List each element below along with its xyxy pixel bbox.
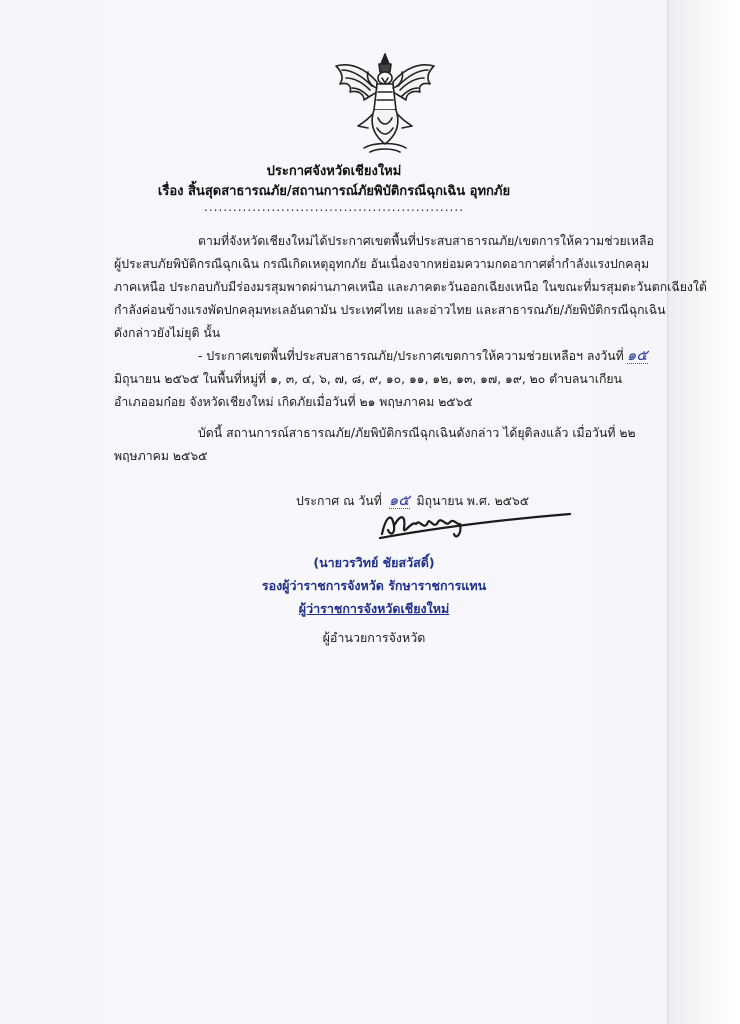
- announce-prefix: ประกาศ ณ วันที่: [296, 494, 382, 508]
- signer-acting-for: ผู้ว่าราชการจังหวัดเชียงใหม่: [298, 601, 450, 616]
- signer-position: รองผู้ว่าราชการจังหวัด รักษาราชการแทน: [261, 578, 487, 593]
- paragraph3-line2: พฤษภาคม ๒๕๖๕: [114, 449, 208, 463]
- paragraph1-line2: ผู้ประสบภัยพิบัติกรณีฉุกเฉิน กรณีเกิดเหตุอุทกภัย อันเนื่องจากหย่อมความกดอากาศต่ำกำลังแรงปกคลุม: [114, 257, 650, 271]
- handwritten-signature-icon: [376, 506, 576, 546]
- bullet-line3: อำเภออมก๋อย จังหวัดเชียงใหม่ เกิดภัยเมื่อวันที่ ๒๑ พฤษภาคม ๒๕๖๕: [114, 395, 473, 409]
- bullet-text: - ประกาศเขตพื้นที่ประสบสาธารณภัย/ประกาศเขตการให้ความช่วยเหลือฯ ลงวันที่: [198, 349, 624, 363]
- signer-role: ผู้อำนวยการจังหวัด: [322, 630, 426, 645]
- announce-day-handwritten: ๑๕: [388, 491, 410, 509]
- signer-name: (นายวรวิทย์ ชัยสวัสดิ์): [313, 555, 435, 570]
- garuda-emblem-icon: [330, 48, 440, 158]
- paragraph3-line1: บัดนี้ สถานการณ์สาธารณภัย/ภัยพิบัติกรณีฉุกเฉินดังกล่าว ได้ยุติลงแล้ว เมื่อวันที่ ๒๒: [198, 426, 636, 440]
- paragraph1-line5: ดังกล่าวยังไม่ยุติ นั้น: [114, 326, 221, 340]
- document-subject: เรื่อง สิ้นสุดสาธารณภัย/สถานการณ์ภัยพิบัติกรณีฉุกเฉิน อุทกภัย: [157, 184, 511, 199]
- title-separator: ......................................................: [204, 200, 464, 214]
- bullet-day-handwritten: ๑๕: [626, 346, 648, 364]
- document-title: ประกาศจังหวัดเชียงใหม่: [266, 164, 402, 179]
- page-edge: [667, 0, 740, 1024]
- paragraph1-line1: ตามที่จังหวัดเชียงใหม่ได้ประกาศเขตพื้นที่ประสบสาธารณภัย/เขตการให้ความช่วยเหลือ: [198, 234, 654, 248]
- bullet-line1: [198, 345, 651, 368]
- paragraph1-line4: กำลังค่อนข้างแรงพัดปกคลุมทะเลอันดามัน ประเทศไทย และอ่าวไทย และสาธารณภัย/ภัยพิบัติกรณีฉุกเฉิน: [114, 303, 666, 317]
- paragraph1-line3: ภาคเหนือ ประกอบกับมีร่องมรสุมพาดผ่านภาคเหนือ และภาคตะวันออกเฉียงเหนือ ในขณะที่มรสุมตะวันตกเฉียงใต้: [114, 280, 707, 294]
- bullet-line2: มิถุนายน ๒๕๖๕ ในพื้นที่หมู่ที่ ๑, ๓, ๔, ๖, ๗, ๘, ๙, ๑๐, ๑๑, ๑๒, ๑๓, ๑๗, ๑๙, ๒๐ ตำบลนาเกียน: [114, 372, 622, 386]
- announce-suffix: มิถุนายน พ.ศ. ๒๕๖๕: [416, 494, 530, 508]
